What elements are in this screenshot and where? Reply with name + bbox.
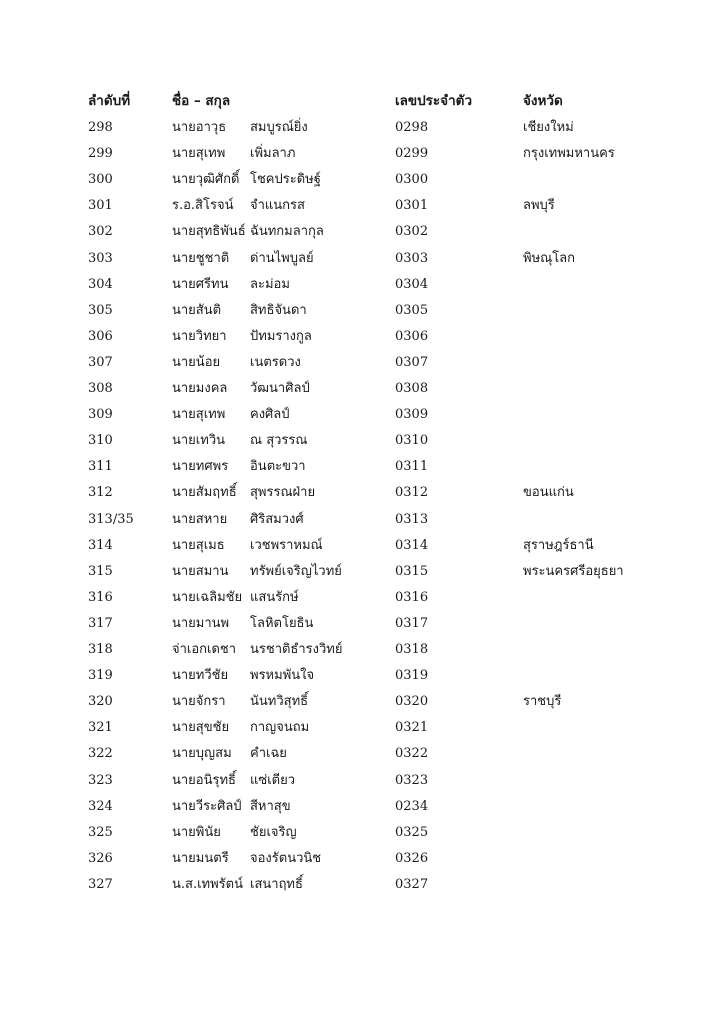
row-id-number: 0318 <box>395 642 429 657</box>
row-seq: 325 <box>88 824 113 840</box>
table-row <box>0 768 724 794</box>
row-id-number: 0322 <box>395 746 429 762</box>
row-first-name: นายสุทธิพันธ์ <box>172 224 246 240</box>
table-row <box>0 480 724 506</box>
row-id-number: 0321 <box>395 720 429 736</box>
row-seq: 303 <box>88 250 113 266</box>
row-first-name: นายชูชาติ <box>172 250 230 266</box>
table-row <box>0 402 724 428</box>
row-seq: 313/35 <box>88 511 134 527</box>
header-seq: ลำดับที่ <box>88 93 131 109</box>
row-id-number: 0299 <box>395 146 429 162</box>
row-last-name: จองรัตนวนิช <box>250 850 322 866</box>
row-last-name: ชัยเจริญ <box>250 824 297 840</box>
row-first-name: นายสหาย <box>172 511 228 527</box>
table-row <box>0 846 724 872</box>
table-row <box>0 794 724 820</box>
row-id-number: 0315 <box>395 563 429 579</box>
row-last-name: ปัทมรางกูล <box>250 328 312 344</box>
row-last-name: วัฒนาศิลป์ <box>250 381 310 396</box>
row-province: ราชบุรี <box>523 694 562 710</box>
table-row <box>0 585 724 611</box>
row-province: พระนครศรีอยุธยา <box>523 563 624 579</box>
row-id-number: 0317 <box>395 615 429 631</box>
row-last-name: สีหาสุข <box>250 798 291 814</box>
header-province: จังหวัด <box>523 93 563 109</box>
row-id-number: 0316 <box>395 589 429 605</box>
table-row <box>0 272 724 298</box>
row-last-name: นันทวิสุทธิ์ <box>250 694 309 710</box>
row-seq: 312 <box>88 485 113 501</box>
row-first-name: นายสมาน <box>172 563 229 579</box>
row-id-number: 0313 <box>395 511 429 527</box>
row-id-number: 0325 <box>395 824 429 840</box>
row-seq: 298 <box>88 120 113 135</box>
row-first-name: นายศรีทน <box>172 276 229 292</box>
row-province: เชียงใหม่ <box>523 120 574 135</box>
table-row <box>0 820 724 846</box>
row-last-name: ณ สุวรรณ <box>250 433 308 449</box>
row-id-number: 0305 <box>395 302 429 318</box>
row-seq: 308 <box>88 381 113 396</box>
table-row <box>0 219 724 245</box>
row-id-number: 0323 <box>395 772 429 788</box>
row-seq: 323 <box>88 772 113 788</box>
row-first-name: น.ส.เทพรัตน์ <box>172 876 243 892</box>
row-last-name: ฉันทกมลากุล <box>250 224 324 240</box>
table-row <box>0 376 724 402</box>
header-id: เลขประจำตัว <box>395 93 473 109</box>
table-row <box>0 715 724 741</box>
row-last-name: ทรัพย์เจริญไวทย์ <box>250 563 342 579</box>
row-seq: 318 <box>88 642 113 657</box>
row-last-name: คำเฉย <box>250 746 287 762</box>
row-id-number: 0306 <box>395 328 429 344</box>
row-seq: 316 <box>88 589 113 605</box>
row-seq: 309 <box>88 407 113 423</box>
row-id-number: 0298 <box>395 120 429 135</box>
row-province: กรุงเทพมหานคร <box>523 146 615 162</box>
table-row <box>0 350 724 376</box>
row-first-name: นายวุฒิศักดิ์ <box>172 172 240 188</box>
row-last-name: นรชาติธำรงวิทย์ <box>250 642 343 657</box>
row-first-name: นายสุเมธ <box>172 537 225 553</box>
row-first-name: นายสุเทพ <box>172 407 226 423</box>
row-id-number: 0312 <box>395 485 429 501</box>
row-last-name: สมบูรณ์ยิ่ง <box>250 120 308 135</box>
row-last-name: อินตะขวา <box>250 459 306 475</box>
row-first-name: นายน้อย <box>172 354 221 370</box>
row-id-number: 0327 <box>395 876 429 892</box>
table-row <box>0 559 724 585</box>
row-seq: 324 <box>88 798 113 814</box>
table-row <box>0 246 724 272</box>
row-seq: 311 <box>88 459 113 475</box>
row-first-name: นายเทวิน <box>172 433 226 449</box>
row-first-name: นายทศพร <box>172 459 229 475</box>
row-first-name: นายวิทยา <box>172 328 227 344</box>
row-province: พิษณุโลก <box>523 250 576 266</box>
row-id-number: 0310 <box>395 433 429 449</box>
row-seq: 319 <box>88 668 113 684</box>
row-first-name: นายพินัย <box>172 824 221 840</box>
table-row <box>0 141 724 167</box>
row-first-name: นายสุขชัย <box>172 720 230 736</box>
row-first-name: นายทวีชัย <box>172 668 229 684</box>
row-id-number: 0326 <box>395 850 429 866</box>
row-first-name: นายสัมฤทธิ์ <box>172 485 237 501</box>
table-row <box>0 167 724 193</box>
row-first-name: นายเฉลิมชัย <box>172 589 243 605</box>
row-id-number: 0302 <box>395 224 429 240</box>
row-province: ขอนแก่น <box>523 485 574 501</box>
row-id-number: 0234 <box>395 798 429 814</box>
row-last-name: แสนรักษ์ <box>250 589 299 605</box>
row-last-name: ละม่อม <box>250 276 290 292</box>
row-seq: 310 <box>88 433 113 449</box>
row-last-name: โลหิตโยธิน <box>250 615 314 631</box>
row-first-name: ร.อ.สิโรจน์ <box>172 198 234 214</box>
table-row <box>0 611 724 637</box>
row-seq: 304 <box>88 276 113 292</box>
row-seq: 302 <box>88 224 113 240</box>
row-seq: 321 <box>88 720 113 736</box>
row-seq: 299 <box>88 146 113 162</box>
row-last-name: เสนาฤทธิ์ <box>250 876 303 892</box>
row-first-name: นายอาวุธ <box>172 120 227 135</box>
row-id-number: 0307 <box>395 354 429 370</box>
row-first-name: นายวีระศิลป์ <box>172 798 242 814</box>
row-last-name: จำแนกรส <box>250 198 305 214</box>
row-last-name: สุพรรณฝ่าย <box>250 485 316 501</box>
row-last-name: เวชพราหมณ์ <box>250 537 323 553</box>
row-last-name: เนตรดวง <box>250 354 301 370</box>
table-row <box>0 454 724 480</box>
table-row <box>0 741 724 767</box>
row-first-name: นายอนิรุทธิ์ <box>172 772 236 788</box>
row-id-number: 0308 <box>395 381 429 396</box>
table-row <box>0 298 724 324</box>
table-row <box>0 193 724 219</box>
row-first-name: จ่าเอกเดชา <box>172 642 237 657</box>
row-province: สุราษฎร์ธานี <box>523 537 594 553</box>
row-id-number: 0301 <box>395 198 429 214</box>
table-row <box>0 324 724 350</box>
row-seq: 320 <box>88 694 113 710</box>
row-seq: 306 <box>88 328 113 344</box>
row-last-name: พรหมพันใจ <box>250 668 315 684</box>
row-seq: 317 <box>88 615 113 631</box>
row-seq: 300 <box>88 172 113 188</box>
row-last-name: กาญจนถม <box>250 720 310 736</box>
table-row <box>0 115 724 141</box>
row-first-name: นายมนตรี <box>172 850 229 866</box>
row-last-name: โชคประดิษฐ์ <box>250 172 321 188</box>
row-id-number: 0320 <box>395 694 429 710</box>
row-last-name: ด่านไพบูลย์ <box>250 250 314 266</box>
row-seq: 327 <box>88 876 113 892</box>
row-last-name: คงศิลป์ <box>250 407 290 423</box>
row-seq: 305 <box>88 302 113 318</box>
table-row <box>0 533 724 559</box>
row-seq: 314 <box>88 537 113 553</box>
row-seq: 326 <box>88 850 113 866</box>
row-first-name: นายสันติ <box>172 302 222 318</box>
row-id-number: 0300 <box>395 172 429 188</box>
row-first-name: นายมงคล <box>172 381 228 396</box>
row-last-name: ศิริสมวงศ์ <box>250 511 304 527</box>
row-first-name: นายบุญสม <box>172 746 232 762</box>
row-id-number: 0311 <box>395 459 429 475</box>
table-row <box>0 663 724 689</box>
table-header <box>0 88 724 114</box>
row-id-number: 0314 <box>395 537 429 553</box>
header-name: ชื่อ – สกุล <box>172 93 231 109</box>
row-last-name: เพิ่มลาภ <box>250 146 296 162</box>
row-first-name: นายมานพ <box>172 615 230 631</box>
row-seq: 301 <box>88 198 113 214</box>
row-first-name: นายจักรา <box>172 694 226 710</box>
table-row <box>0 872 724 898</box>
row-seq: 322 <box>88 746 113 762</box>
row-id-number: 0303 <box>395 250 429 266</box>
row-id-number: 0309 <box>395 407 429 423</box>
row-id-number: 0304 <box>395 276 429 292</box>
row-province: ลพบุรี <box>523 198 555 214</box>
table-row <box>0 428 724 454</box>
row-first-name: นายสุเทพ <box>172 146 226 162</box>
row-seq: 307 <box>88 354 113 370</box>
table-row <box>0 689 724 715</box>
row-id-number: 0319 <box>395 668 429 684</box>
table-row <box>0 637 724 663</box>
row-last-name: สิทธิจันดา <box>250 302 307 318</box>
row-seq: 315 <box>88 563 113 579</box>
row-last-name: แซ่เตียว <box>250 772 296 788</box>
table-row <box>0 507 724 533</box>
